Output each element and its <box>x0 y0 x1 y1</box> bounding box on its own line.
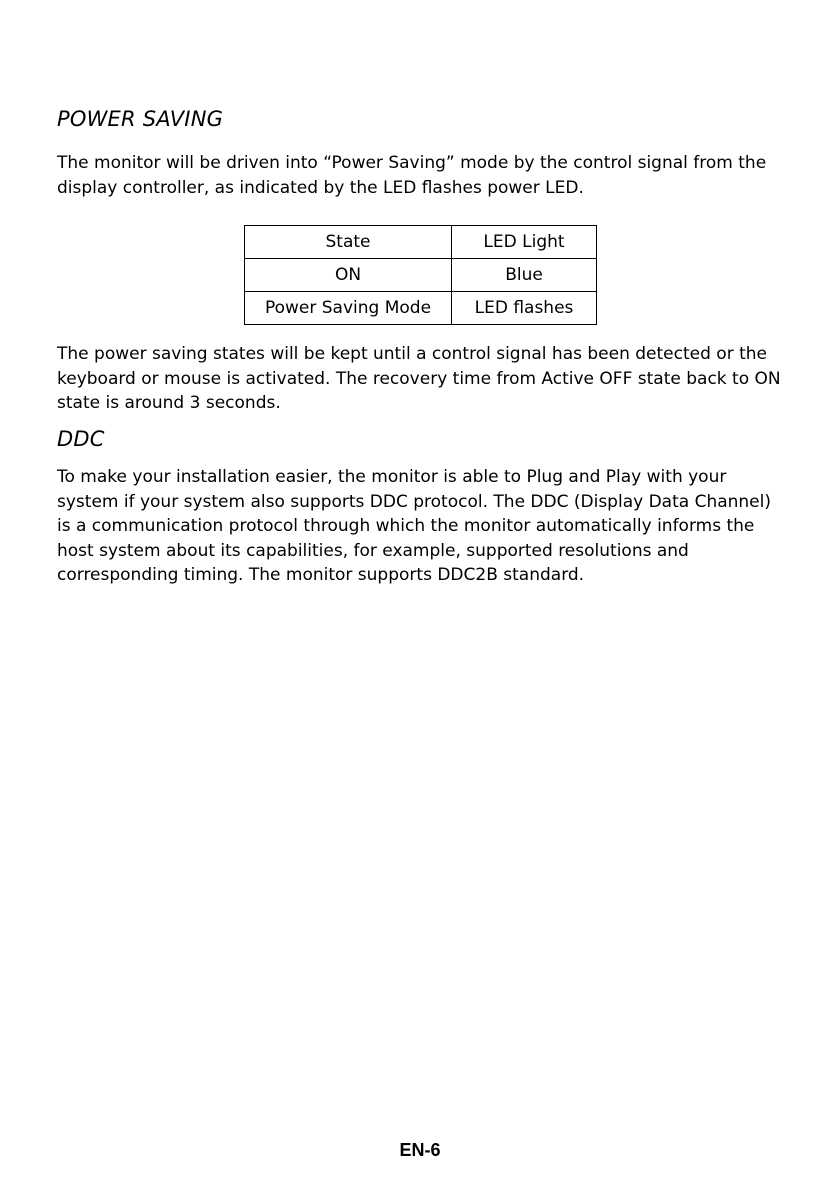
power-saving-intro <box>57 151 787 200</box>
table-row <box>245 259 597 292</box>
table-header-led-light: LED Light <box>452 226 597 259</box>
table-cell-led-light: Blue <box>452 259 597 292</box>
page-number: EN-6 <box>399 1140 441 1160</box>
intro-led-state: LED flashes <box>383 177 482 198</box>
power-saving-heading: POWER SAVING <box>57 107 224 131</box>
intro-text-part2: power LED. <box>481 177 584 198</box>
ddc-body-text: To make your installation easier, the monitor is able to Plug and Play with your system if your system also supports DDC protocol. The DDC (Display Data Channel) is a communication protocol through which the monitor automatically informs the host system about its capabilities, for example, supported resolutions and corresponding timing. The monitor supports DDC2B standard. <box>57 467 771 585</box>
table-cell-state: ON <box>245 259 452 292</box>
table-row <box>245 292 597 325</box>
power-saving-recovery-text: The power saving states will be kept until a control signal has been detected or the keyboard or mouse is activated. The recovery time from Active OFF state back to ON state is around 3 seconds. <box>57 344 781 413</box>
ddc-heading: DDC <box>57 427 105 451</box>
table-cell-led-light: LED flashes <box>452 292 597 325</box>
table-header-row <box>245 226 597 259</box>
table-cell-state: Power Saving Mode <box>245 292 452 325</box>
table-header-state: State <box>245 226 452 259</box>
intro-text-part1: The monitor will be driven into “Power Saving” mode by the control signal from the display controller, as indicated by the <box>57 153 767 198</box>
power-state-table <box>244 225 597 325</box>
